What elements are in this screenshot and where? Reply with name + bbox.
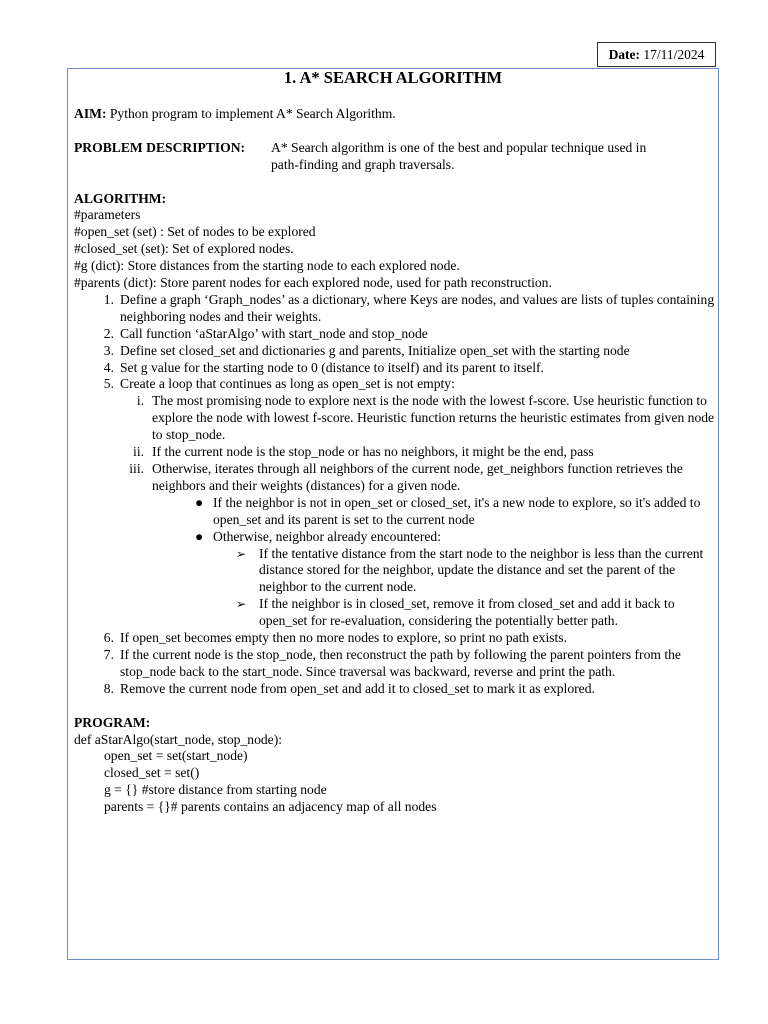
algorithm-heading: ALGORITHM: xyxy=(74,190,167,206)
program-heading: PROGRAM: xyxy=(74,714,151,730)
problem-section xyxy=(74,140,719,174)
step-item: 3. Define set closed_set and dictionaries g and parents, Initialize open_set with the starting node xyxy=(103,342,630,358)
date-box xyxy=(597,42,716,67)
arrow-bullet-icon: ➢ xyxy=(236,597,247,612)
code-line: g = {} #store distance from starting node xyxy=(104,782,327,798)
arrow-item: ➢ If the neighbor is in closed_set, remove it from closed_set and add it back to open_set for re-evaluation, considering the potentially better path. xyxy=(236,596,675,629)
param-line: #open_set (set) : Set of nodes to be explored xyxy=(74,224,316,240)
substep-item: ii. If the current node is the stop_node or has no neighbors, it might be the end, pass xyxy=(133,444,594,460)
step-item: 8. Remove the current node from open_set and add it to closed_set to mark it as explored. xyxy=(103,680,595,696)
document-body xyxy=(74,106,719,816)
bullet-icon: ● xyxy=(195,494,204,510)
problem-line-2: path-finding and graph traversals. xyxy=(271,156,455,172)
substep-item: i. The most promising node to explore next is the node with the lowest f-score. Use heuristic function to explore the node with lowest f-score. Heuristic function returns the heuristic estimates from given node to stop_node. xyxy=(136,393,715,443)
code-line: parents = {}# parents contains an adjacency map of all nodes xyxy=(104,799,437,815)
param-line: #g (dict): Store distances from the starting node to each explored node. xyxy=(74,258,460,274)
problem-label: PROBLEM DESCRIPTION: xyxy=(74,139,246,155)
param-line: #parameters xyxy=(74,207,141,223)
step-item: 6. If open_set becomes empty then no more nodes to explore, so print no path exists. xyxy=(103,630,567,646)
param-line: #parents (dict): Store parent nodes for each explored node, used for path reconstruction. xyxy=(74,275,552,291)
page-title: 1. A* SEARCH ALGORITHM xyxy=(283,68,503,87)
code-line: closed_set = set() xyxy=(104,765,200,781)
step-item: 2. Call function ‘aStarAlgo’ with start_node and stop_node xyxy=(103,325,428,341)
step-item: 7. If the current node is the stop_node, then reconstruct the path by following the parent pointers from the stop_node back to the start_node. Since traversal was backward, reverse and print the path. xyxy=(103,646,681,679)
aim-section xyxy=(74,106,719,123)
aim-label: AIM: xyxy=(74,106,107,121)
param-line: #closed_set (set): Set of explored nodes. xyxy=(74,241,294,257)
aim-text: Python program to implement A* Search Algorithm. xyxy=(109,106,396,121)
bullet-icon: ● xyxy=(195,528,204,544)
arrow-item: ➢ If the tentative distance from the start node to the neighbor is less than the current distance stored for the neighbor, update the distance and set the parent of the neighbor to the current node. xyxy=(236,545,704,595)
bullet-item: ● Otherwise, neighbor already encountered: xyxy=(195,528,441,544)
step-item: 1. Define a graph ‘Graph_nodes’ as a dictionary, where Keys are nodes, and values are lists of tuples containing neighboring nodes and their weights. xyxy=(103,291,715,324)
date-label: Date: xyxy=(608,47,641,62)
code-line: open_set = set(start_node) xyxy=(104,748,248,764)
code-line: def aStarAlgo(start_node, stop_node): xyxy=(74,731,283,747)
step-item: 5. Create a loop that continues as long as open_set is not empty: xyxy=(103,376,455,392)
step-item: 4. Set g value for the starting node to 0 (distance to itself) and its parent to itself. xyxy=(103,359,544,375)
date-value: 17/11/2024 xyxy=(643,47,705,62)
bullet-item: ● If the neighbor is not in open_set or closed_set, it's a new node to explore, so it's added to open_set and its parent is set to the current node xyxy=(195,494,701,527)
substep-item: iii. Otherwise, iterates through all neighbors of the current node, get_neighbors function retrieves the neighbors and their weights (distances) for a given node. xyxy=(129,461,683,493)
problem-line-1: A* Search algorithm is one of the best and popular technique used in xyxy=(271,139,647,155)
arrow-bullet-icon: ➢ xyxy=(236,546,247,561)
